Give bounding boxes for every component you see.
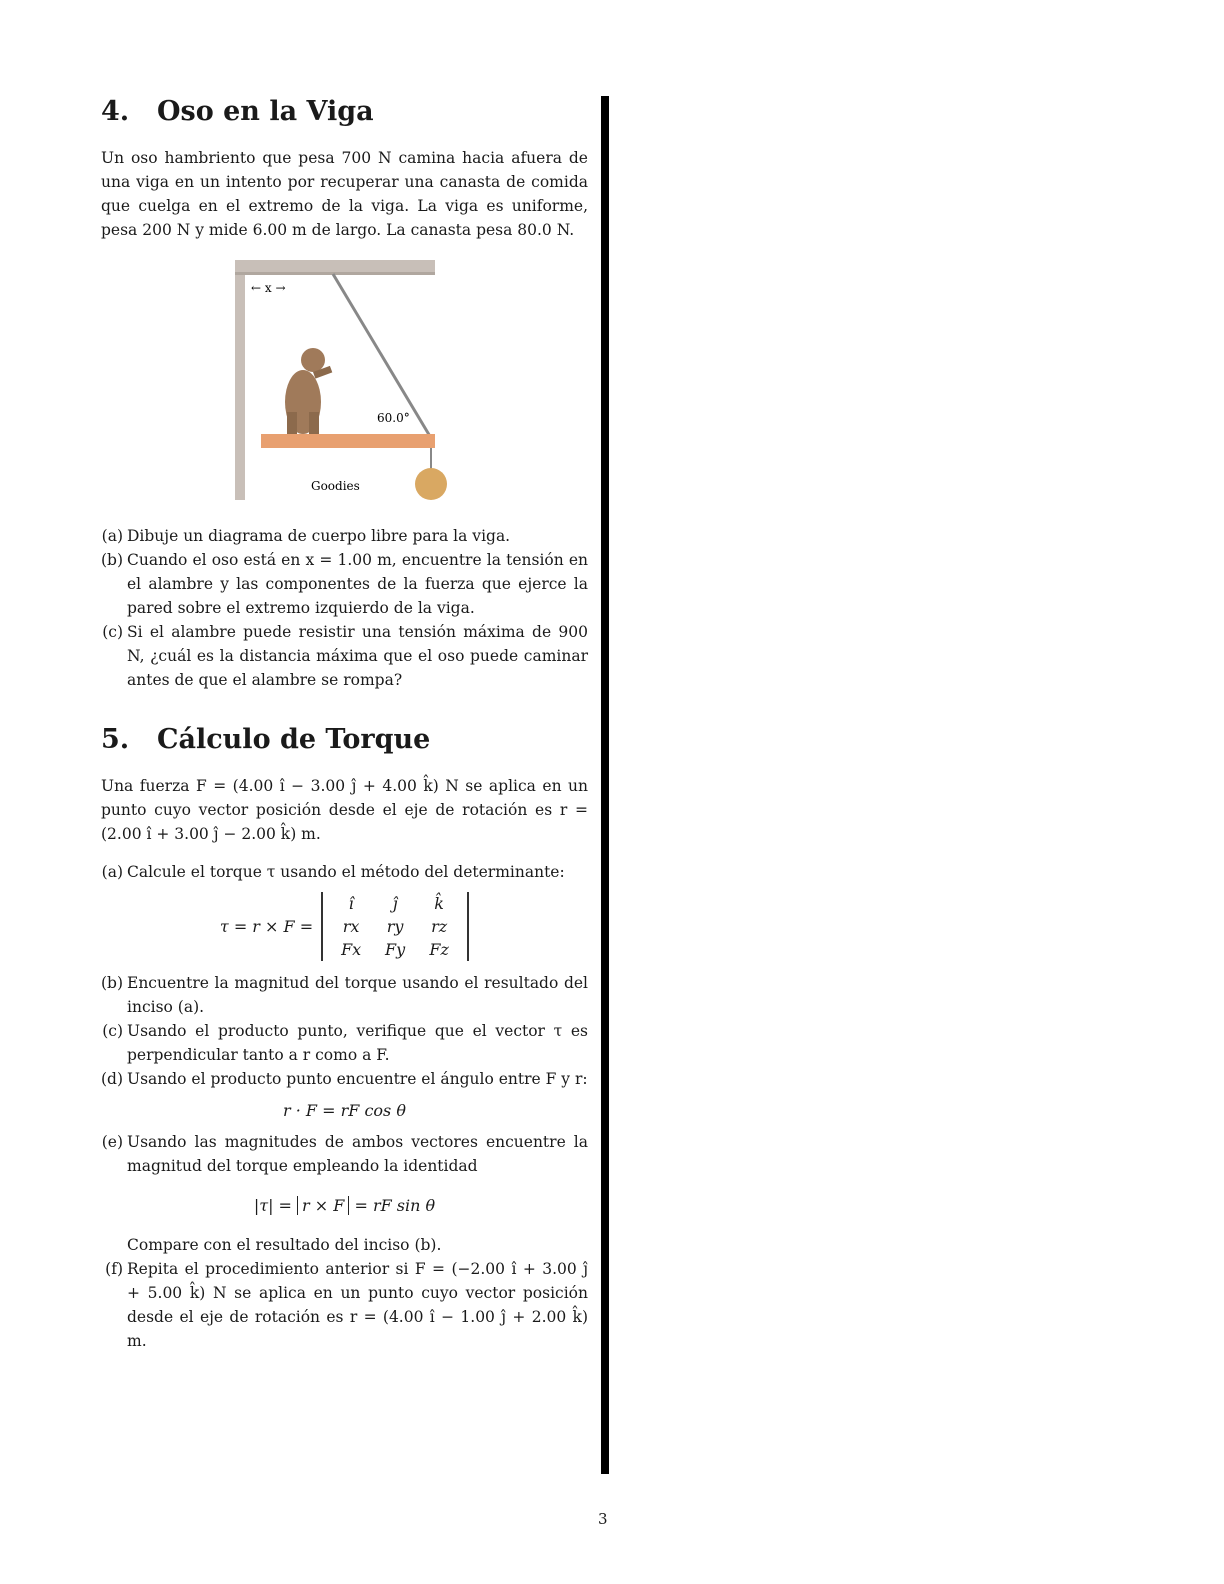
- list-item: (a) Calcule el torque τ usando el método del determinante:: [101, 863, 565, 881]
- angle-label-ref: ← x →: [251, 281, 286, 295]
- dot-product-equation: r · F = rF cos θ: [283, 1101, 406, 1120]
- list-item: (e) Usando las magnitudes de ambos vectores encuentre la magnitud del torque empleando la identidad: [101, 1133, 588, 1175]
- page-number: 3: [598, 1510, 608, 1528]
- determinant-equation: τ = r × F = î ĵ k̂ rx ry rz Fx Fy Fz: [101, 892, 588, 961]
- section-4-items: [101, 524, 588, 692]
- list-item: (d) Usando el producto punto encuentre el ángulo entre F y r:: [100, 1070, 588, 1088]
- ceiling: [235, 260, 435, 272]
- bear-figure: [285, 348, 332, 434]
- section-5-items-cont2: [101, 1130, 588, 1178]
- section-5-items: [101, 860, 588, 884]
- section-4-intro: Un oso hambriento que pesa 700 N camina hacia afuera de una viga en un intento por recuperar una canasta de comida que cuelga en el extremo de la viga. La viga es uniforme, pesa 200 N y mide 6.00 m de largo. La canasta pesa 80.0 N.: [101, 149, 588, 239]
- beam: [261, 434, 435, 448]
- section-5-items-cont3: [101, 1257, 588, 1353]
- bear-beam-figure: [101, 252, 588, 510]
- determinant-matrix: î ĵ k̂ rx ry rz Fx Fy Fz: [321, 892, 469, 961]
- magnitude-equation: |τ| = r × F = rF sin θ: [253, 1196, 436, 1215]
- list-item: (c) Si el alambre puede resistir una tensión máxima de 900 N, ¿cuál es la distancia máxima que el oso puede caminar antes de que el alambre se rompa?: [102, 623, 588, 689]
- section-number: 4.: [101, 96, 130, 127]
- compare-note: Compare con el resultado del inciso (b).: [127, 1236, 442, 1254]
- section-title: Cálculo de Torque: [157, 724, 431, 755]
- section-title: Oso en la Viga: [157, 96, 374, 127]
- wall: [235, 260, 245, 500]
- section-5-heading: [101, 720, 588, 760]
- list-item: (c) Usando el producto punto, verifique que el vector τ es perpendicular tanto a r como a F.: [102, 1022, 588, 1064]
- svg-text:Goodies: Goodies: [311, 479, 360, 493]
- svg-text:60.0°: 60.0°: [377, 411, 410, 425]
- list-item: (b) Encuentre la magnitud del torque usando el resultado del inciso (a).: [100, 974, 588, 1016]
- section-5-intro: Una fuerza F = (4.00 î − 3.00 ĵ + 4.00 k̂) N se aplica en un punto cuyo vector posición desde el eje de rotación es r = (2.00 î + 3.00 ĵ − 2.00 k̂) m.: [101, 777, 588, 843]
- section-number: 5.: [101, 724, 130, 755]
- goodies-basket: [415, 468, 447, 500]
- list-item: (b) Cuando el oso está en x = 1.00 m, encuentre la tensión en el alambre y las componentes de la fuerza que ejerce la pared sobre el extremo izquierdo de la viga.: [100, 551, 588, 617]
- column-divider: [601, 96, 609, 1474]
- section-5-items-cont: [101, 971, 588, 1091]
- list-item: (f) Repita el procedimiento anterior si F = (−2.00 î + 3.00 ĵ + 5.00 k̂) N se aplica en un punto cuyo vector posición desde el eje de rotación es r = (4.00 î − 1.00 ĵ + 2.00 k̂) m.: [105, 1260, 588, 1350]
- bear-beam-illustration: [101, 252, 588, 510]
- page-column: [101, 92, 588, 1353]
- section-4-heading: [101, 92, 588, 132]
- list-item: (a) Dibuje un diagrama de cuerpo libre para la viga.: [101, 527, 511, 545]
